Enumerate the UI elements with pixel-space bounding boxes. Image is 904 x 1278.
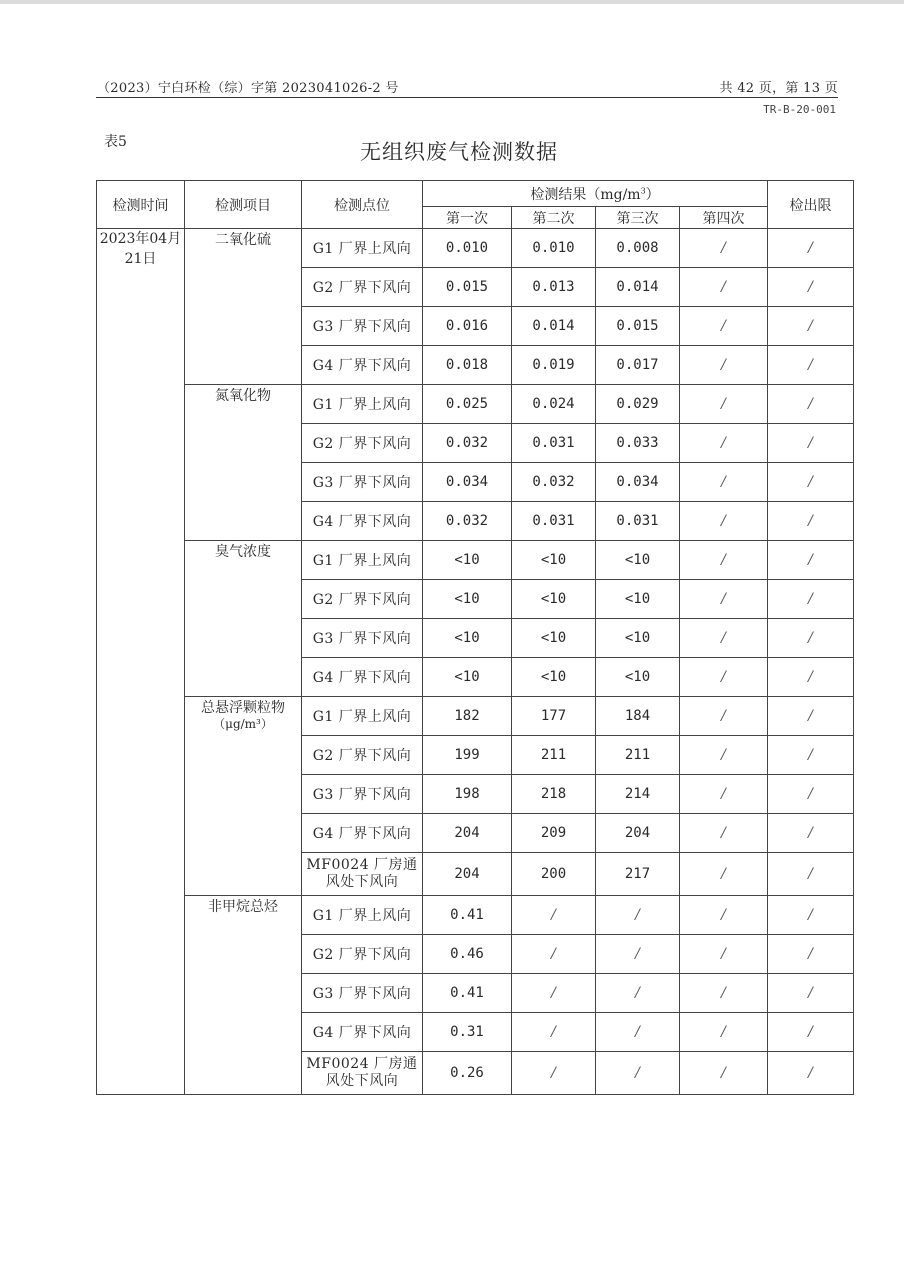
value-cell: <10 xyxy=(596,619,680,658)
point-cell: G3 厂界下风向 xyxy=(302,974,423,1013)
value-cell: / xyxy=(596,1013,680,1052)
value-cell: <10 xyxy=(596,580,680,619)
value-cell: / xyxy=(512,974,596,1013)
limit-cell: / xyxy=(768,697,854,736)
col-third-header: 第三次 xyxy=(596,207,680,229)
value-cell: / xyxy=(680,935,768,974)
item-label: 氮氧化物 xyxy=(215,388,271,404)
value-cell: 0.034 xyxy=(596,463,680,502)
limit-cell: / xyxy=(768,541,854,580)
item-cell xyxy=(185,896,302,1095)
value-cell: 0.013 xyxy=(512,268,596,307)
report-number: （2023）宁白环检（综）字第 2023041026-2 号 xyxy=(97,81,399,96)
value-cell: 0.025 xyxy=(423,385,512,424)
point-cell: G4 厂界下风向 xyxy=(302,1013,423,1052)
col-time-header: 检测时间 xyxy=(97,181,185,229)
value-cell: 204 xyxy=(423,853,512,896)
value-cell: <10 xyxy=(512,658,596,697)
limit-cell: / xyxy=(768,463,854,502)
value-cell: 0.034 xyxy=(423,463,512,502)
limit-cell: / xyxy=(768,1052,854,1095)
value-cell: / xyxy=(596,896,680,935)
value-cell: 199 xyxy=(423,736,512,775)
limit-cell: / xyxy=(768,268,854,307)
point-cell: G4 厂界下风向 xyxy=(302,658,423,697)
item-cell xyxy=(185,541,302,697)
value-cell: 0.010 xyxy=(512,229,596,268)
value-cell: / xyxy=(680,229,768,268)
value-cell: <10 xyxy=(512,541,596,580)
value-cell: / xyxy=(596,935,680,974)
point-cell: G1 厂界上风向 xyxy=(302,541,423,580)
value-cell: / xyxy=(680,775,768,814)
point-cell: G3 厂界下风向 xyxy=(302,463,423,502)
point-cell: G2 厂界下风向 xyxy=(302,736,423,775)
limit-cell: / xyxy=(768,1013,854,1052)
table-row xyxy=(97,229,854,268)
limit-cell: / xyxy=(768,853,854,896)
value-cell: 0.016 xyxy=(423,307,512,346)
value-cell: / xyxy=(680,814,768,853)
col-item-header: 检测项目 xyxy=(185,181,302,229)
value-cell: / xyxy=(680,385,768,424)
value-cell: / xyxy=(512,1013,596,1052)
limit-cell: / xyxy=(768,814,854,853)
item-cell xyxy=(185,229,302,385)
limit-cell: / xyxy=(768,385,854,424)
limit-cell: / xyxy=(768,775,854,814)
value-cell: / xyxy=(680,424,768,463)
limit-cell: / xyxy=(768,346,854,385)
value-cell: / xyxy=(680,697,768,736)
value-cell: / xyxy=(680,853,768,896)
value-cell: 0.010 xyxy=(423,229,512,268)
item-label: 非甲烷总烃 xyxy=(208,899,278,915)
value-cell: / xyxy=(680,502,768,541)
value-cell: 209 xyxy=(512,814,596,853)
top-border xyxy=(0,0,904,4)
value-cell: 200 xyxy=(512,853,596,896)
value-cell: 0.015 xyxy=(423,268,512,307)
point-cell: G3 厂界下风向 xyxy=(302,775,423,814)
value-cell: 0.014 xyxy=(596,268,680,307)
col-fourth-header: 第四次 xyxy=(680,207,768,229)
point-cell: MF0024 厂房通风处下风向 xyxy=(302,1052,423,1095)
point-cell: G1 厂界上风向 xyxy=(302,697,423,736)
value-cell: 198 xyxy=(423,775,512,814)
value-cell: 218 xyxy=(512,775,596,814)
item-unit: （μg/m³） xyxy=(213,717,273,731)
value-cell: / xyxy=(680,1052,768,1095)
value-cell: 184 xyxy=(596,697,680,736)
page-info: 共 42 页，第 13 页 xyxy=(719,81,838,96)
item-label: 二氧化硫 xyxy=(215,232,271,248)
limit-cell: / xyxy=(768,736,854,775)
limit-cell: / xyxy=(768,229,854,268)
limit-cell: / xyxy=(768,502,854,541)
value-cell: 0.008 xyxy=(596,229,680,268)
value-cell: / xyxy=(680,580,768,619)
point-cell: G2 厂界下风向 xyxy=(302,424,423,463)
emission-data-table xyxy=(96,180,854,1095)
value-cell: / xyxy=(680,268,768,307)
value-cell: <10 xyxy=(512,619,596,658)
item-label: 臭气浓度 xyxy=(215,544,271,560)
limit-cell: / xyxy=(768,424,854,463)
value-cell: <10 xyxy=(596,541,680,580)
value-cell: 204 xyxy=(423,814,512,853)
value-cell: 211 xyxy=(512,736,596,775)
date-cell: 2023年04月21日 xyxy=(97,229,185,1095)
value-cell: 214 xyxy=(596,775,680,814)
point-cell: G1 厂界上风向 xyxy=(302,229,423,268)
point-cell: G2 厂界下风向 xyxy=(302,580,423,619)
value-cell: 0.015 xyxy=(596,307,680,346)
limit-cell: / xyxy=(768,619,854,658)
limit-cell: / xyxy=(768,974,854,1013)
value-cell: 0.014 xyxy=(512,307,596,346)
value-cell: 0.017 xyxy=(596,346,680,385)
col-first-header: 第一次 xyxy=(423,207,512,229)
value-cell: 0.029 xyxy=(596,385,680,424)
value-cell: <10 xyxy=(423,619,512,658)
value-cell: 0.41 xyxy=(423,896,512,935)
value-cell: 204 xyxy=(596,814,680,853)
item-cell xyxy=(185,385,302,541)
table-row xyxy=(97,697,854,736)
table-row xyxy=(97,385,854,424)
point-cell: G4 厂界下风向 xyxy=(302,814,423,853)
value-cell: / xyxy=(596,1052,680,1095)
col-point-header: 检测点位 xyxy=(302,181,423,229)
value-cell: 0.032 xyxy=(423,424,512,463)
value-cell: / xyxy=(512,896,596,935)
value-cell: 0.031 xyxy=(512,502,596,541)
value-cell: 0.024 xyxy=(512,385,596,424)
value-cell: 0.033 xyxy=(596,424,680,463)
value-cell: / xyxy=(680,463,768,502)
value-cell: 0.032 xyxy=(512,463,596,502)
value-cell: 0.019 xyxy=(512,346,596,385)
limit-cell: / xyxy=(768,580,854,619)
value-cell: / xyxy=(512,1052,596,1095)
value-cell: 0.031 xyxy=(512,424,596,463)
point-cell: G2 厂界下风向 xyxy=(302,935,423,974)
value-cell: / xyxy=(680,541,768,580)
value-cell: 0.41 xyxy=(423,974,512,1013)
header-rule xyxy=(96,97,838,98)
page-title: 无组织废气检测数据 xyxy=(360,140,558,164)
value-cell: <10 xyxy=(512,580,596,619)
value-cell: / xyxy=(680,346,768,385)
point-cell: G1 厂界上风向 xyxy=(302,385,423,424)
value-cell: / xyxy=(512,935,596,974)
value-cell: / xyxy=(680,658,768,697)
value-cell: / xyxy=(680,307,768,346)
form-code: TR-B-20-001 xyxy=(763,103,836,116)
value-cell: 177 xyxy=(512,697,596,736)
value-cell: 0.031 xyxy=(596,502,680,541)
value-cell: <10 xyxy=(596,658,680,697)
limit-cell: / xyxy=(768,896,854,935)
point-cell: G1 厂界上风向 xyxy=(302,896,423,935)
col-limit-header: 检出限 xyxy=(768,181,854,229)
point-cell: G3 厂界下风向 xyxy=(302,619,423,658)
point-cell: G2 厂界下风向 xyxy=(302,268,423,307)
value-cell: <10 xyxy=(423,541,512,580)
limit-cell: / xyxy=(768,935,854,974)
col-result-group-header: 检测结果$(mg/m^3)$ xyxy=(423,181,768,207)
value-cell: / xyxy=(680,896,768,935)
value-cell: 0.032 xyxy=(423,502,512,541)
value-cell: 0.31 xyxy=(423,1013,512,1052)
value-cell: / xyxy=(680,1013,768,1052)
point-cell: MF0024 厂房通风处下风向 xyxy=(302,853,423,896)
value-cell: / xyxy=(680,974,768,1013)
point-cell: G4 厂界下风向 xyxy=(302,346,423,385)
value-cell: <10 xyxy=(423,580,512,619)
table-row xyxy=(97,541,854,580)
table-body xyxy=(97,229,854,1095)
value-cell: 0.46 xyxy=(423,935,512,974)
value-cell: 0.26 xyxy=(423,1052,512,1095)
col-second-header: 第二次 xyxy=(512,207,596,229)
value-cell: 217 xyxy=(596,853,680,896)
value-cell: / xyxy=(680,736,768,775)
value-cell: 211 xyxy=(596,736,680,775)
value-cell: 0.018 xyxy=(423,346,512,385)
limit-cell: / xyxy=(768,658,854,697)
value-cell: <10 xyxy=(423,658,512,697)
table-label: 表5 xyxy=(104,134,127,150)
value-cell: 182 xyxy=(423,697,512,736)
value-cell: / xyxy=(596,974,680,1013)
item-label: 总悬浮颗粒物 xyxy=(201,700,285,716)
table-row xyxy=(97,896,854,935)
point-cell: G4 厂界下风向 xyxy=(302,502,423,541)
value-cell: / xyxy=(680,619,768,658)
limit-cell: / xyxy=(768,307,854,346)
point-cell: G3 厂界下风向 xyxy=(302,307,423,346)
item-cell xyxy=(185,697,302,896)
